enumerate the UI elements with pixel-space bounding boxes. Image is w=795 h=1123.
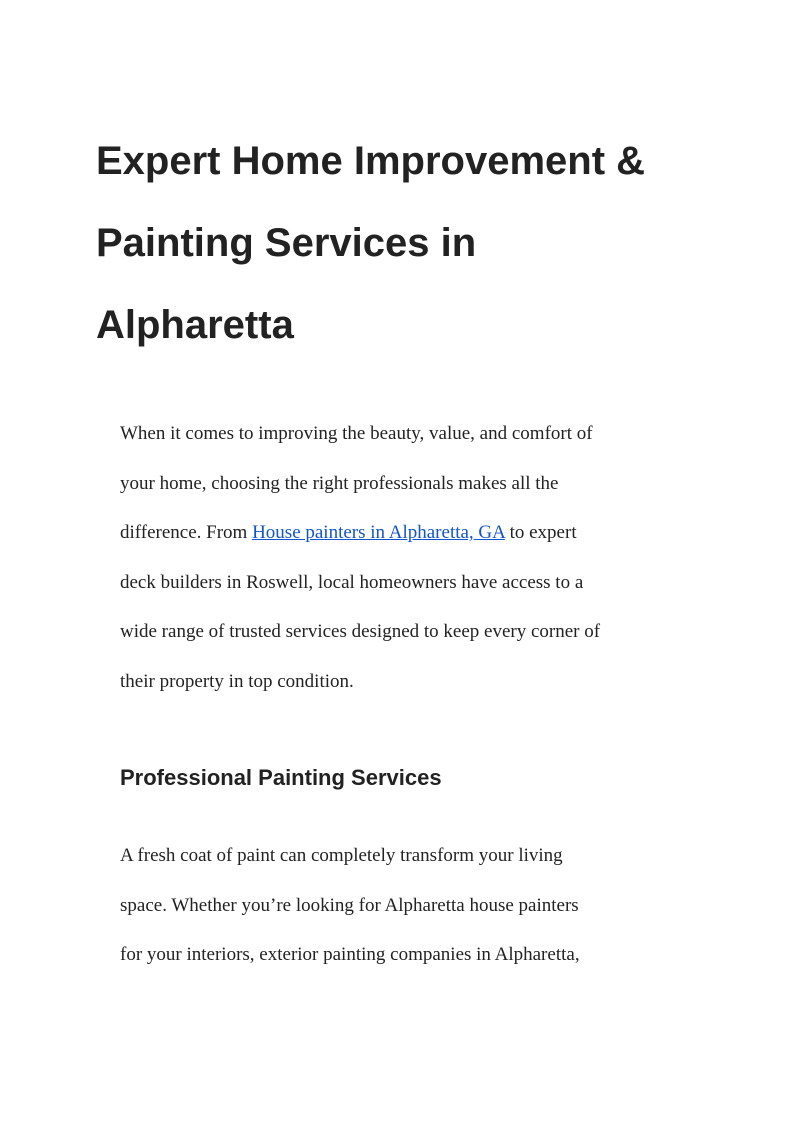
- services-line-2: space. Whether you’re looking for Alpharetta house painters: [120, 894, 579, 916]
- intro-line-5: wide range of trusted services designed to keep every corner of: [120, 621, 601, 643]
- intro-line-1: When it comes to improving the beauty, value, and comfort of: [120, 423, 593, 444]
- intro-line-6: their property in top condition.: [120, 670, 354, 692]
- page-title: [96, 120, 736, 366]
- title-line-1: Expert Home Improvement &: [96, 139, 646, 183]
- intro-line-3: [120, 508, 720, 558]
- intro-line-2: your home, choosing the right professionals makes all the: [120, 472, 559, 494]
- house-painters-link[interactable]: House painters in Alpharetta, GA: [252, 522, 505, 544]
- services-paragraph: [120, 831, 720, 980]
- services-line-1: A fresh coat of paint can completely transform your living: [120, 845, 563, 866]
- section-heading: Professional Painting Services: [120, 765, 442, 790]
- title-line-2: Painting Services in: [96, 221, 477, 265]
- intro-line-4: deck builders in Roswell, local homeowners have access to a: [120, 571, 584, 593]
- services-line-3: for your interiors, exterior painting companies in Alpharetta,: [120, 944, 580, 966]
- intro-paragraph: [120, 409, 720, 707]
- intro-line-3-after: to expert: [504, 522, 577, 544]
- title-line-3: Alpharetta: [96, 303, 294, 347]
- intro-line-3-before: difference. From: [120, 522, 253, 544]
